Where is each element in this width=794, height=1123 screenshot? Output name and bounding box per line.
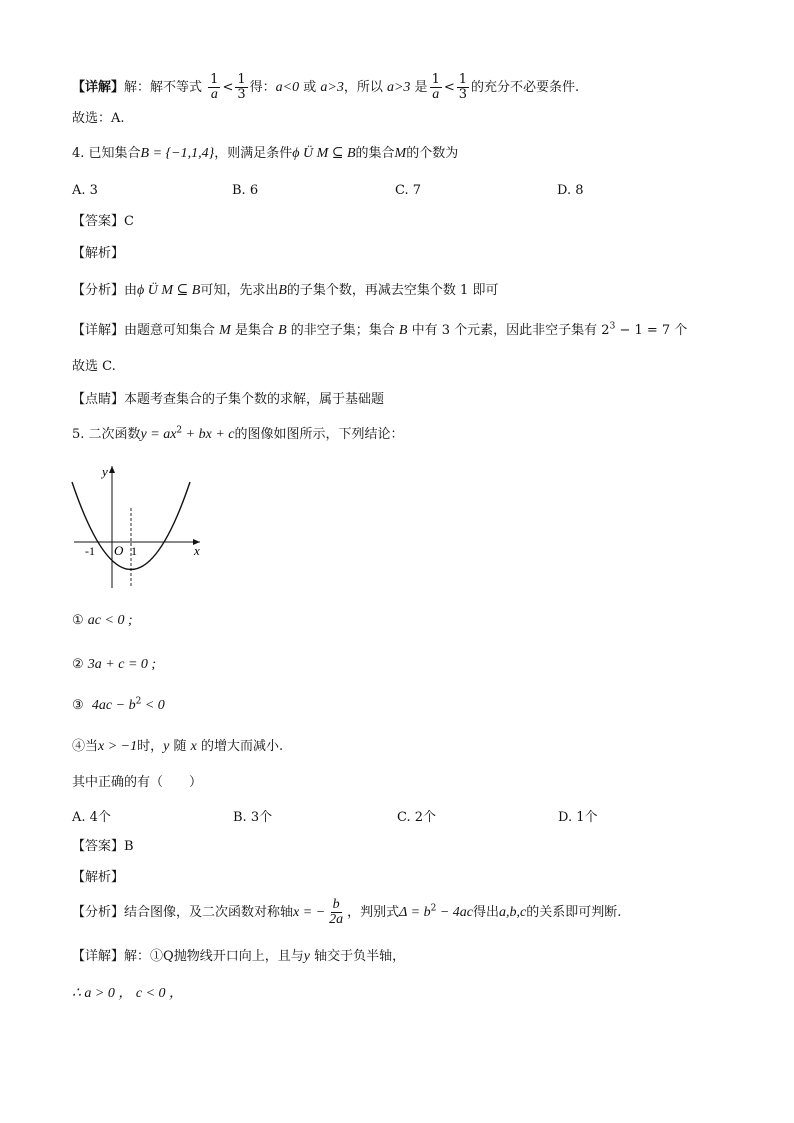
q4-answer: 【答案】C	[72, 214, 134, 229]
y-arrow	[109, 466, 115, 473]
text: 中有 3 个元素，因此非空子集有	[407, 323, 602, 338]
q4-stem	[72, 145, 458, 163]
text: 时，	[137, 739, 164, 754]
text: 5. 二次函数	[72, 427, 141, 442]
q5-statement-1	[72, 612, 133, 630]
lt: <	[443, 80, 455, 95]
text: ，则满足条件	[214, 146, 293, 161]
text: 由	[124, 283, 138, 298]
math: a<0	[275, 80, 300, 95]
text: 抛物线开口向上，且与	[173, 949, 304, 964]
text: 由题意可知集合	[124, 323, 220, 338]
text: 是集合	[230, 323, 279, 338]
q5-question: 其中正确的有（ ）	[72, 775, 203, 790]
mark: ①	[72, 613, 84, 628]
text: 的非空子集；集合	[286, 323, 399, 338]
q5-statement-3	[72, 697, 165, 715]
math: 3a + c = 0 ;	[87, 657, 157, 672]
q3-choose: 故选：A.	[72, 111, 125, 126]
q5-option-b: B. 3个	[233, 810, 273, 825]
math: ϕ Ü M ⊆ B	[292, 146, 356, 161]
text: 的子集个数，再减去空集个数 1 即可	[286, 283, 499, 298]
math: y = ax	[140, 427, 177, 442]
q4-option-c: C. 7	[395, 183, 422, 198]
origin-label: O	[114, 543, 124, 558]
q5-stem	[72, 426, 404, 444]
q5-option-a: A. 4个	[72, 810, 111, 825]
q5-detail	[72, 948, 405, 966]
exponent: 3	[609, 321, 616, 332]
q4-fenxi	[72, 282, 498, 300]
math: − 4ac	[436, 905, 473, 920]
q4-option-a: A. 3	[72, 183, 98, 198]
parabola-figure	[68, 462, 204, 590]
q5-fenxi	[72, 898, 621, 927]
text: 的集合	[355, 146, 395, 161]
frac-num: 1	[210, 72, 219, 87]
frac-num: 1	[431, 72, 440, 87]
math: x	[190, 739, 197, 754]
frac-num: 1	[458, 72, 468, 87]
mark: ②	[72, 657, 84, 672]
q4-option-b: B. 6	[232, 183, 259, 198]
one-label: 1	[131, 544, 137, 558]
dianjing-tag: 【点睛】	[72, 392, 125, 407]
text: 是	[410, 80, 428, 95]
text: 4. 已知集合	[72, 146, 141, 161]
text: 本题考查集合的子集个数的求解，属于基础题	[124, 392, 385, 407]
text: 的个数为	[406, 146, 459, 161]
y-label: y	[102, 464, 108, 479]
text: 可知，先求出	[200, 283, 279, 298]
text: − 1 = 7 个	[615, 323, 688, 338]
q4-option-d: D. 8	[557, 183, 584, 198]
math: x = −	[293, 905, 326, 920]
math: B	[398, 323, 408, 338]
frac-den: 3	[458, 87, 468, 102]
math: ϕ Ü M ⊆ B	[137, 283, 201, 298]
q4-dianjing	[72, 391, 384, 409]
q5-analysis-head: 【解析】	[72, 870, 125, 885]
math: a,b,c	[499, 905, 527, 920]
q5-last-line: ∴ a > 0 ， c < 0 ，	[72, 986, 184, 1001]
fraction	[327, 898, 345, 927]
q4-detail	[72, 322, 687, 340]
exponent: 2	[430, 903, 437, 914]
fenxi-tag: 【分析】	[72, 905, 125, 920]
frac-den: 2a	[329, 912, 344, 927]
math: 4ac − b	[91, 698, 136, 713]
q5-answer: 【答案】B	[72, 839, 134, 854]
text: 轴交于负半轴，	[309, 949, 406, 964]
exponent: 2	[135, 696, 142, 707]
fraction	[208, 73, 220, 102]
text: 的增大而减小.	[196, 739, 284, 754]
math: B	[278, 283, 287, 298]
q4-analysis-head: 【解析】	[72, 246, 125, 261]
math: + bx + c	[182, 427, 235, 442]
text: 随	[169, 739, 191, 754]
q5-statement-4	[72, 738, 283, 756]
fenxi-tag: 【分析】	[72, 283, 125, 298]
fraction	[235, 73, 247, 102]
math: M	[394, 146, 407, 161]
fraction	[430, 73, 442, 102]
text: 得：	[249, 80, 276, 95]
math: B	[278, 323, 287, 338]
text: 结合图像，及二次函数对称轴	[124, 905, 294, 920]
frac-den: a	[432, 87, 440, 102]
text: 的充分不必要条件.	[471, 80, 580, 95]
frac-den: a	[210, 87, 218, 102]
mark: ④当	[72, 739, 99, 754]
q5-option-c: C. 2个	[397, 810, 437, 825]
mark: ①Q	[150, 949, 174, 964]
detail-tag: 【详解】	[72, 80, 125, 95]
detail-tag: 【详解】	[72, 949, 125, 964]
math: B = {−1,1,4}	[140, 146, 215, 161]
math: a>3	[320, 80, 344, 95]
frac-num: b	[332, 897, 340, 912]
math: ac < 0 ;	[87, 613, 133, 628]
x-label: x	[194, 543, 200, 558]
text: ，所以	[343, 80, 387, 95]
neg-one-label: -1	[85, 544, 95, 558]
text: 解：	[124, 949, 151, 964]
q5-option-d: D. 1个	[558, 810, 598, 825]
frac-den: 3	[237, 87, 246, 102]
math: x > −1	[98, 739, 138, 754]
math: a>3	[386, 80, 411, 95]
math: M	[219, 323, 231, 338]
q3-detail-line	[72, 73, 579, 102]
lt: <	[222, 80, 234, 95]
text: 或	[299, 80, 321, 95]
frac-num: 1	[237, 72, 246, 87]
math: y	[303, 949, 310, 964]
mark: ③	[72, 698, 84, 713]
text: ，判别式	[347, 905, 400, 920]
text: 的图像如图所示，下列结论：	[234, 427, 404, 442]
q4-choose: 故选 C.	[72, 359, 116, 374]
text: 得出	[472, 905, 499, 920]
exponent: 2	[176, 425, 183, 436]
text: 解：解不等式	[124, 80, 203, 95]
math: < 0	[141, 698, 165, 713]
math: y	[163, 739, 170, 754]
text: 的关系即可判断.	[526, 905, 622, 920]
fraction	[457, 73, 469, 102]
math: Δ = b	[399, 905, 431, 920]
detail-tag: 【详解】	[72, 323, 125, 338]
math: 2	[601, 323, 610, 338]
q5-statement-2	[72, 656, 156, 674]
